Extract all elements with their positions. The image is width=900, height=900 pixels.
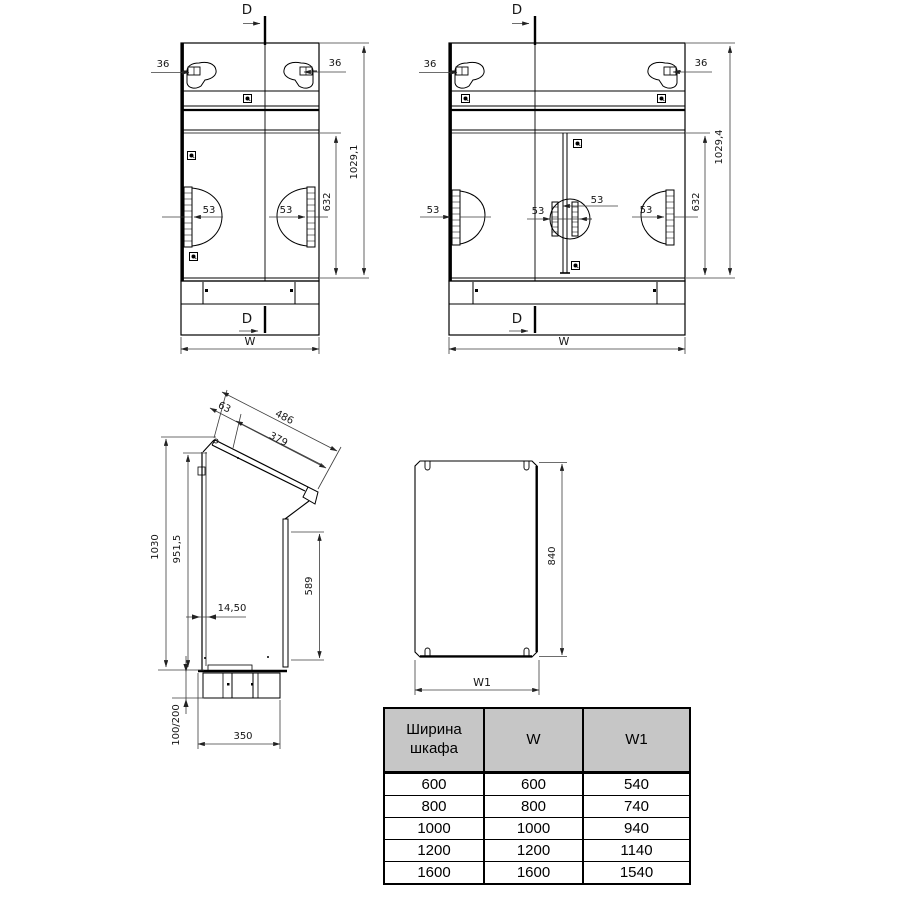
ground-symbol-icon <box>574 140 582 148</box>
dim-handle-right: 53 <box>639 205 653 216</box>
dim-back-height: 951,5 <box>172 534 183 564</box>
dim-front-door-height: 589 <box>304 576 315 596</box>
dim-plate-height: 840 <box>547 546 558 566</box>
latch-icon <box>183 62 216 88</box>
table-row <box>384 862 690 885</box>
front-view-double-door <box>419 2 735 354</box>
table-cell: 1140 <box>583 840 690 862</box>
dim-latch-right: 36 <box>328 58 342 69</box>
table-row <box>384 818 690 840</box>
mounting-slot-icon <box>524 462 529 471</box>
dim-slope-full: 486 <box>273 408 296 428</box>
table-cell: 1000 <box>484 818 583 840</box>
table-cell: 1200 <box>384 840 484 862</box>
table-cell: 940 <box>583 818 690 840</box>
section-label-d-bottom: D <box>511 311 523 327</box>
table-cell: 740 <box>583 796 690 818</box>
table-cell: 1600 <box>384 862 484 885</box>
ground-symbol-icon <box>190 253 198 261</box>
door-handle <box>632 190 698 245</box>
dim-latch-right: 36 <box>694 58 708 69</box>
table-cell: 1540 <box>583 862 690 885</box>
ground-symbol-icon <box>188 152 196 160</box>
dim-plinth-height: 100/200 <box>171 704 182 746</box>
mounting-plate-view <box>415 461 567 695</box>
table-cell: 800 <box>384 796 484 818</box>
table-cell: 600 <box>484 773 583 796</box>
ground-symbol-icon <box>658 95 666 103</box>
table-cell: 800 <box>484 796 583 818</box>
dim-handle-center-top: 53 <box>590 195 604 206</box>
side-view <box>150 390 341 749</box>
table-cell: 1000 <box>384 818 484 840</box>
dim-total-height: 1030 <box>150 534 161 560</box>
table-row <box>384 773 690 796</box>
dim-width-w: W <box>558 335 570 348</box>
front-view-single-door <box>151 2 369 354</box>
table-row <box>384 796 690 818</box>
dimensions-table <box>383 707 691 885</box>
dim-latch-left: 36 <box>156 59 170 70</box>
section-label-d-bottom: D <box>241 311 253 327</box>
dim-width-w: W <box>244 335 256 348</box>
dim-latch-left: 36 <box>423 59 437 70</box>
door-handle-center <box>527 195 618 239</box>
dim-total-height: 1029,4 <box>714 129 725 165</box>
dim-door-height: 632 <box>322 192 333 212</box>
dim-top-edge: 63 <box>215 399 233 416</box>
ground-symbol-icon <box>462 95 470 103</box>
table-header-row <box>384 708 690 773</box>
dim-total-height: 1029,1 <box>349 144 360 180</box>
table-row <box>384 840 690 862</box>
section-label-d-top: D <box>241 2 253 18</box>
table-cell: 540 <box>583 773 690 796</box>
latch-icon <box>648 62 681 88</box>
dim-handle-left: 53 <box>202 205 216 216</box>
col-header-cabinet-width: Ширина шкафа <box>384 708 484 773</box>
table-cell: 1200 <box>484 840 583 862</box>
table-cell: 1600 <box>484 862 583 885</box>
dim-door-height: 632 <box>691 192 702 212</box>
dim-panel-offset: 14,50 <box>217 603 247 614</box>
mounting-slot-icon <box>425 462 430 471</box>
ground-symbol-icon <box>244 95 252 103</box>
dim-handle-right: 53 <box>279 205 293 216</box>
dim-handle-left: 53 <box>426 205 440 216</box>
dim-plinth-depth: 350 <box>233 731 253 742</box>
section-label-d-top: D <box>511 2 523 18</box>
ground-symbol-icon <box>572 262 580 270</box>
door-handle <box>162 187 223 247</box>
dim-handle-center-left: 53 <box>531 206 545 217</box>
dim-plate-width-w1: W1 <box>473 676 491 689</box>
table-cell: 600 <box>384 773 484 796</box>
latch-icon <box>451 62 484 88</box>
latch-icon <box>284 62 317 88</box>
dim-slope-door: 379 <box>267 430 290 450</box>
door-handle <box>420 190 491 245</box>
col-header-w1: W1 <box>583 708 690 773</box>
col-header-w: W <box>484 708 583 773</box>
